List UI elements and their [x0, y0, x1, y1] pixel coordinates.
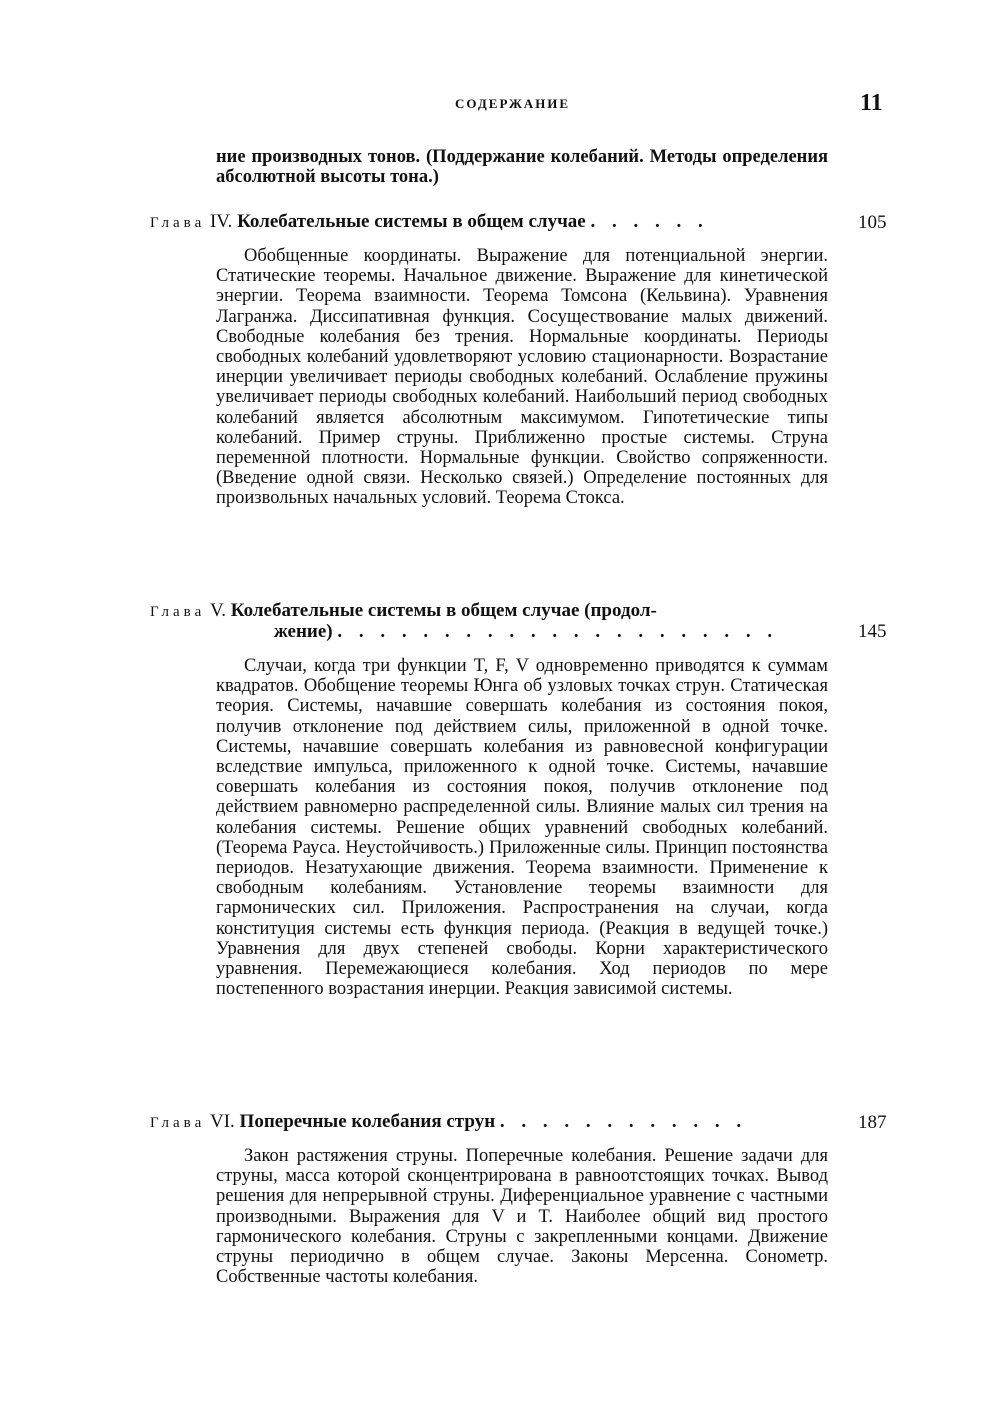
chapter-page-number: 145 — [858, 621, 887, 642]
page-number: 11 — [860, 90, 883, 116]
chapter-heading-v — [150, 601, 830, 642]
chapter-label: Глава — [150, 1115, 206, 1131]
chapter-number: IV. — [209, 211, 233, 232]
chapter-heading-iv — [150, 212, 830, 233]
chapter-title-continuation: жение) — [274, 621, 333, 642]
chapter-title: Колебательные системы в общем случае (продол- — [230, 600, 657, 621]
chapter-page-number: 105 — [858, 212, 887, 233]
running-head: СОДЕРЖАНИЕ — [455, 96, 571, 111]
leader-dots: . . . . . . . . . . . . . . . . . . . . . — [337, 621, 779, 642]
intro-continuation: ние производных тонов. (Поддержание колебаний. Методы определения абсолютной высоты тона.) — [216, 147, 828, 188]
leader-dots: . . . . . . — [590, 211, 709, 232]
chapter-title: Поперечные колебания струн — [239, 1111, 496, 1132]
chapter-label: Глава — [150, 604, 206, 620]
chapter-summary-v: Случаи, когда три функции T, F, V одновременно приводятся к суммам квадратов. Обобщение теоремы Юнга об узловых точках струн. Статическая теория. Системы, начавшие совершать колебания из состояния покоя, получив отклонение под действием силы, приложенной в одной точке. Системы, начавшие совершать колебания из равновесной конфигурации вследствие импульса, приложенного к одной точке. Системы, начавшие совершать колебания из состояния покоя, получив отклонение под действием равномерно распределенной силы. Влияние малых сил трения на колебания системы. Решение общих уравнений свободных колебаний. (Теорема Рауса. Неустойчивость.) Приложенные силы. Принцип постоянства периодов. Незатухающие движения. Теорема взаимности. Применение к свободным колебаниям. Установление теоремы взаимности для гармонических сил. Приложения. Распространения на случаи, когда конституция системы есть функция периода. (Реакция в ведущей точке.) Уравнения для двух степеней свободы. Корни характеристического уравнения. Перемежающиеся колебания. Ход периодов по мере постепенного возрастания инерции. Реакция зависимой системы. — [216, 656, 828, 1000]
chapter-summary-iv: Обобщенные координаты. Выражение для потенциальной энергии. Статические теоремы. Начальное движение. Выражение для кинетической энергии. Теорема взаимности. Теорема Томсона (Кельвина). Уравнения Лагранжа. Диссипативная функция. Сосуществование малых движений. Свободные колебания без трения. Нормальные координаты. Периоды свободных колебаний удовлетворяют условию стационарности. Возрастание инерции увеличивает периоды свободных колебаний. Ослабление пружины увеличивает периоды свободных колебаний. Наибольший период свободных колебаний является абсолютным максимумом. Гипотетические типы колебаний. Пример струны. Приближенно простые системы. Струна переменной плотности. Нормальные функции. Свойство сопряженности. (Введение одной связи. Несколько связей.) Определение постоянных для произвольных начальных условий. Теорема Стокса. — [216, 246, 828, 509]
chapter-label: Глава — [150, 215, 206, 231]
chapter-heading-vi — [150, 1112, 830, 1133]
chapter-title: Колебательные системы в общем случае — [237, 211, 586, 232]
leader-dots: . . . . . . . . . . . . — [499, 1111, 748, 1132]
chapter-summary-vi: Закон растяжения струны. Поперечные колебания. Решение задачи для струны, масса которой сконцентрирована в равноотстоящих точках. Вывод решения для непрерывной струны. Диференциальное уравнение с частными производными. Выражения для V и T. Наиболее общий вид простого гармонического колебания. Струны с закрепленными концами. Движение струны периодично в общем случае. Законы Мерсенна. Сонометр. Собственные частоты колебания. — [216, 1146, 828, 1288]
chapter-number: VI. — [209, 1111, 235, 1132]
chapter-number: V. — [209, 600, 227, 621]
chapter-page-number: 187 — [858, 1112, 887, 1133]
